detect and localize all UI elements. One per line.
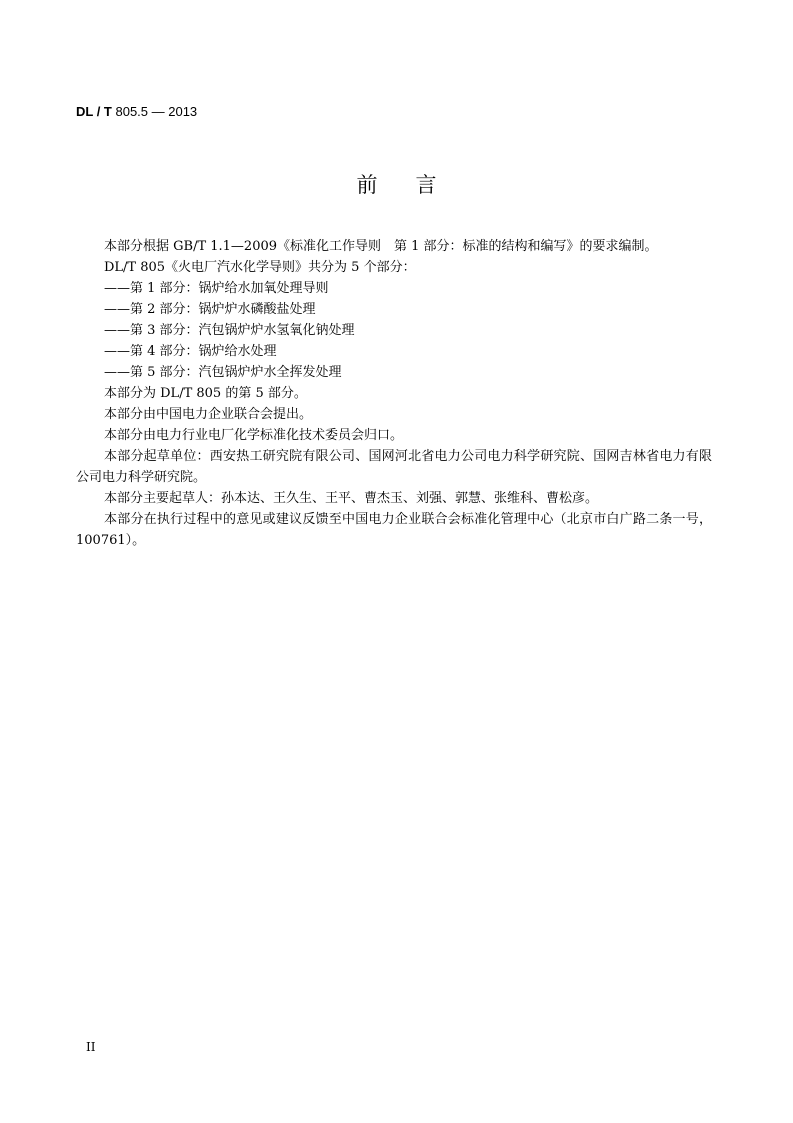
paragraph-parts-intro: DL/T 805《火电厂汽水化学导则》共分为 5 个部分：: [104, 260, 416, 275]
paragraph-drafting-units: 本部分起草单位：西安热工研究院有限公司、国网河北省电力公司电力科学研究院、国网吉林省电力有限公司电力科学研究院。: [76, 449, 712, 485]
page-number: II: [86, 1040, 96, 1054]
paragraph-drafters: 本部分主要起草人：孙本达、王久生、王平、曹杰玉、刘强、郭慧、张维科、曹松彦。: [104, 491, 599, 506]
list-item-part-2: ——第 2 部分：锅炉炉水磷酸盐处理: [104, 302, 316, 317]
list-item-part-1: ——第 1 部分：锅炉给水加氧处理导则: [104, 281, 329, 296]
document-code: [76, 104, 197, 120]
paragraph-centralized-by: 本部分由电力行业电厂化学标准化技术委员会归口。: [104, 428, 404, 443]
preface-body: [76, 236, 712, 551]
paragraph-proposed-by: 本部分由中国电力企业联合会提出。: [104, 407, 313, 422]
page-title: 前言: [356, 173, 475, 197]
document-code-number: 805.5 — 2013: [111, 104, 198, 119]
list-item-part-5: ——第 5 部分：汽包锅炉炉水全挥发处理: [104, 365, 342, 380]
paragraph-this-part: 本部分为 DL/T 805 的第 5 部分。: [104, 386, 307, 401]
list-item-part-4: ——第 4 部分：锅炉给水处理: [104, 344, 277, 359]
list-item-part-3: ——第 3 部分：汽包锅炉炉水氢氧化钠处理: [104, 323, 355, 338]
paragraph-basis: 本部分根据 GB/T 1.1—2009《标准化工作导则 第 1 部分：标准的结构和编写》的要求编制。: [104, 239, 658, 254]
paragraph-feedback: 本部分在执行过程中的意见或建议反馈至中国电力企业联合会标准化管理中心（北京市白广路二条一号，100761）。: [76, 512, 712, 548]
document-code-prefix: DL / T: [76, 104, 112, 119]
